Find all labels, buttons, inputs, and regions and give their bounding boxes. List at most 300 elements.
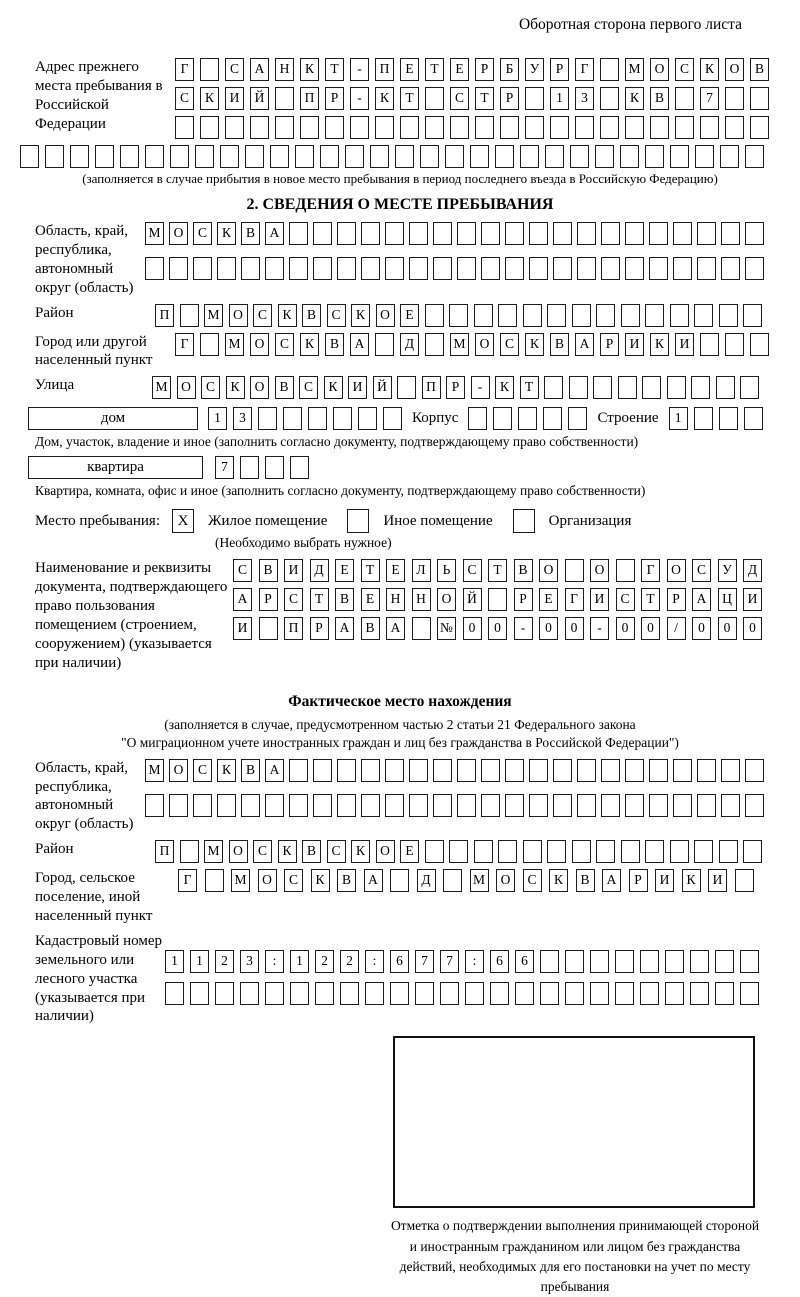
char-cell[interactable] xyxy=(385,257,404,280)
char-cell[interactable]: М xyxy=(145,759,164,782)
char-cell[interactable] xyxy=(175,116,194,139)
char-cell[interactable] xyxy=(590,982,609,1005)
char-cell[interactable] xyxy=(745,794,764,817)
char-cell[interactable] xyxy=(350,116,369,139)
char-cell[interactable]: Т xyxy=(361,559,380,582)
char-cell[interactable] xyxy=(241,794,260,817)
char-cell[interactable] xyxy=(337,257,356,280)
char-cell[interactable] xyxy=(625,257,644,280)
char-cell[interactable] xyxy=(721,759,740,782)
char-cell[interactable] xyxy=(313,794,332,817)
char-cell[interactable] xyxy=(640,982,659,1005)
char-cell[interactable] xyxy=(505,257,524,280)
char-cell[interactable] xyxy=(544,376,563,399)
char-cell[interactable] xyxy=(649,794,668,817)
char-cell[interactable]: С xyxy=(284,588,303,611)
char-cell[interactable]: П xyxy=(300,87,319,110)
char-cell[interactable] xyxy=(145,145,164,168)
char-cell[interactable] xyxy=(498,304,517,327)
char-cell[interactable]: 3 xyxy=(575,87,594,110)
char-cell[interactable] xyxy=(697,759,716,782)
char-cell[interactable]: М xyxy=(470,869,489,892)
char-cell[interactable]: И xyxy=(590,588,609,611)
char-cell[interactable]: А xyxy=(265,222,284,245)
char-cell[interactable] xyxy=(715,982,734,1005)
char-cell[interactable] xyxy=(409,222,428,245)
char-cell[interactable] xyxy=(443,869,462,892)
char-cell[interactable]: Р xyxy=(667,588,686,611)
char-cell[interactable] xyxy=(165,982,184,1005)
char-cell[interactable] xyxy=(721,257,740,280)
char-cell[interactable] xyxy=(315,982,334,1005)
char-cell[interactable]: Р xyxy=(600,333,619,356)
char-cell[interactable]: Н xyxy=(275,58,294,81)
char-cell[interactable]: Й xyxy=(373,376,392,399)
char-cell[interactable] xyxy=(745,257,764,280)
char-cell[interactable]: О xyxy=(376,304,395,327)
char-cell[interactable] xyxy=(640,950,659,973)
char-cell[interactable]: С xyxy=(175,87,194,110)
char-cell[interactable] xyxy=(595,145,614,168)
char-cell[interactable] xyxy=(193,257,212,280)
char-cell[interactable] xyxy=(694,304,713,327)
char-cell[interactable] xyxy=(553,794,572,817)
char-cell[interactable] xyxy=(690,950,709,973)
char-cell[interactable]: А xyxy=(602,869,621,892)
char-cell[interactable]: Е xyxy=(450,58,469,81)
char-cell[interactable] xyxy=(205,869,224,892)
char-cell[interactable]: В xyxy=(325,333,344,356)
char-cell[interactable] xyxy=(290,982,309,1005)
char-cell[interactable] xyxy=(412,617,431,640)
char-cell[interactable]: Г xyxy=(175,58,194,81)
char-cell[interactable]: : xyxy=(365,950,384,973)
char-cell[interactable] xyxy=(601,257,620,280)
char-cell[interactable] xyxy=(481,759,500,782)
char-cell[interactable] xyxy=(596,840,615,863)
char-cell[interactable] xyxy=(457,794,476,817)
char-cell[interactable]: В xyxy=(275,376,294,399)
char-cell[interactable]: В xyxy=(750,58,769,81)
char-cell[interactable]: К xyxy=(351,304,370,327)
char-cell[interactable] xyxy=(337,794,356,817)
char-cell[interactable]: Г xyxy=(641,559,660,582)
char-cell[interactable] xyxy=(725,333,744,356)
char-cell[interactable] xyxy=(225,116,244,139)
char-cell[interactable] xyxy=(320,145,339,168)
char-cell[interactable]: М xyxy=(450,333,469,356)
char-cell[interactable] xyxy=(529,759,548,782)
char-cell[interactable] xyxy=(695,145,714,168)
char-cell[interactable]: О xyxy=(437,588,456,611)
char-cell[interactable]: Д xyxy=(743,559,762,582)
char-cell[interactable]: В xyxy=(335,588,354,611)
char-cell[interactable] xyxy=(719,304,738,327)
char-cell[interactable]: О xyxy=(258,869,277,892)
char-cell[interactable] xyxy=(615,950,634,973)
char-cell[interactable] xyxy=(457,222,476,245)
char-cell[interactable] xyxy=(200,333,219,356)
char-cell[interactable]: А xyxy=(265,759,284,782)
char-cell[interactable] xyxy=(289,794,308,817)
char-cell[interactable]: К xyxy=(278,840,297,863)
char-cell[interactable] xyxy=(358,407,377,430)
char-cell[interactable]: - xyxy=(350,87,369,110)
char-cell[interactable]: К xyxy=(324,376,343,399)
char-cell[interactable] xyxy=(361,222,380,245)
char-cell[interactable] xyxy=(365,982,384,1005)
char-cell[interactable] xyxy=(691,376,710,399)
char-cell[interactable]: Г xyxy=(565,588,584,611)
char-cell[interactable]: Т xyxy=(520,376,539,399)
char-cell[interactable] xyxy=(345,145,364,168)
char-cell[interactable] xyxy=(577,794,596,817)
char-cell[interactable]: В xyxy=(302,840,321,863)
char-cell[interactable] xyxy=(743,304,762,327)
char-cell[interactable] xyxy=(361,759,380,782)
char-cell[interactable]: Е xyxy=(386,559,405,582)
char-cell[interactable]: Е xyxy=(361,588,380,611)
char-cell[interactable]: К xyxy=(311,869,330,892)
char-cell[interactable]: Л xyxy=(412,559,431,582)
char-cell[interactable] xyxy=(493,407,512,430)
char-cell[interactable] xyxy=(523,304,542,327)
char-cell[interactable] xyxy=(390,869,409,892)
char-cell[interactable] xyxy=(289,222,308,245)
char-cell[interactable] xyxy=(475,116,494,139)
char-cell[interactable] xyxy=(694,840,713,863)
char-cell[interactable] xyxy=(390,982,409,1005)
char-cell[interactable] xyxy=(457,257,476,280)
char-cell[interactable]: М xyxy=(625,58,644,81)
char-cell[interactable] xyxy=(649,257,668,280)
char-cell[interactable] xyxy=(596,304,615,327)
char-cell[interactable] xyxy=(169,794,188,817)
char-cell[interactable]: В xyxy=(259,559,278,582)
char-cell[interactable]: М xyxy=(145,222,164,245)
checkbox-residential[interactable]: X xyxy=(172,509,194,533)
char-cell[interactable] xyxy=(400,116,419,139)
char-cell[interactable]: С xyxy=(692,559,711,582)
char-cell[interactable] xyxy=(270,145,289,168)
char-cell[interactable]: 6 xyxy=(390,950,409,973)
apartment-type-box[interactable]: квартира xyxy=(28,456,203,479)
char-cell[interactable] xyxy=(553,759,572,782)
char-cell[interactable] xyxy=(577,257,596,280)
char-cell[interactable] xyxy=(425,87,444,110)
char-cell[interactable]: Ц xyxy=(718,588,737,611)
char-cell[interactable]: О xyxy=(177,376,196,399)
char-cell[interactable]: - xyxy=(514,617,533,640)
char-cell[interactable]: С xyxy=(233,559,252,582)
char-cell[interactable] xyxy=(621,304,640,327)
char-cell[interactable]: 6 xyxy=(490,950,509,973)
char-cell[interactable] xyxy=(600,58,619,81)
char-cell[interactable]: Т xyxy=(641,588,660,611)
char-cell[interactable]: Е xyxy=(539,588,558,611)
char-cell[interactable]: С xyxy=(253,304,272,327)
char-cell[interactable]: О xyxy=(376,840,395,863)
char-cell[interactable]: Д xyxy=(417,869,436,892)
char-cell[interactable] xyxy=(217,257,236,280)
char-cell[interactable] xyxy=(645,840,664,863)
char-cell[interactable] xyxy=(420,145,439,168)
char-cell[interactable]: С xyxy=(675,58,694,81)
char-cell[interactable]: М xyxy=(225,333,244,356)
char-cell[interactable] xyxy=(275,116,294,139)
char-cell[interactable]: М xyxy=(204,304,223,327)
char-cell[interactable] xyxy=(193,794,212,817)
char-cell[interactable]: О xyxy=(250,376,269,399)
char-cell[interactable]: - xyxy=(471,376,490,399)
char-cell[interactable] xyxy=(265,456,284,479)
char-cell[interactable] xyxy=(470,145,489,168)
char-cell[interactable] xyxy=(409,257,428,280)
char-cell[interactable]: И xyxy=(675,333,694,356)
char-cell[interactable] xyxy=(750,87,769,110)
char-cell[interactable] xyxy=(495,145,514,168)
char-cell[interactable]: К xyxy=(650,333,669,356)
char-cell[interactable] xyxy=(575,116,594,139)
char-cell[interactable]: 0 xyxy=(641,617,660,640)
char-cell[interactable]: Р xyxy=(550,58,569,81)
char-cell[interactable] xyxy=(385,222,404,245)
char-cell[interactable] xyxy=(745,145,764,168)
char-cell[interactable] xyxy=(450,116,469,139)
char-cell[interactable] xyxy=(670,145,689,168)
char-cell[interactable]: К xyxy=(700,58,719,81)
char-cell[interactable]: 7 xyxy=(215,456,234,479)
char-cell[interactable] xyxy=(525,87,544,110)
char-cell[interactable] xyxy=(649,759,668,782)
char-cell[interactable] xyxy=(425,304,444,327)
char-cell[interactable]: О xyxy=(539,559,558,582)
char-cell[interactable] xyxy=(433,257,452,280)
char-cell[interactable]: Ь xyxy=(437,559,456,582)
char-cell[interactable] xyxy=(670,304,689,327)
char-cell[interactable]: Е xyxy=(400,840,419,863)
char-cell[interactable] xyxy=(673,794,692,817)
char-cell[interactable]: В xyxy=(241,222,260,245)
char-cell[interactable] xyxy=(673,759,692,782)
char-cell[interactable] xyxy=(375,116,394,139)
char-cell[interactable] xyxy=(45,145,64,168)
char-cell[interactable]: Е xyxy=(400,304,419,327)
char-cell[interactable]: О xyxy=(667,559,686,582)
char-cell[interactable]: К xyxy=(682,869,701,892)
char-cell[interactable]: А xyxy=(250,58,269,81)
char-cell[interactable] xyxy=(719,407,738,430)
char-cell[interactable]: 7 xyxy=(440,950,459,973)
char-cell[interactable]: Б xyxy=(500,58,519,81)
char-cell[interactable]: 3 xyxy=(233,407,252,430)
char-cell[interactable] xyxy=(145,257,164,280)
char-cell[interactable] xyxy=(217,794,236,817)
char-cell[interactable] xyxy=(590,950,609,973)
char-cell[interactable] xyxy=(505,222,524,245)
char-cell[interactable] xyxy=(600,116,619,139)
char-cell[interactable]: И xyxy=(284,559,303,582)
char-cell[interactable] xyxy=(289,257,308,280)
char-cell[interactable] xyxy=(721,222,740,245)
char-cell[interactable]: - xyxy=(590,617,609,640)
char-cell[interactable]: Т xyxy=(475,87,494,110)
char-cell[interactable] xyxy=(743,840,762,863)
char-cell[interactable]: Й xyxy=(250,87,269,110)
char-cell[interactable]: К xyxy=(226,376,245,399)
char-cell[interactable] xyxy=(616,559,635,582)
char-cell[interactable]: Р xyxy=(514,588,533,611)
char-cell[interactable] xyxy=(529,794,548,817)
char-cell[interactable] xyxy=(409,759,428,782)
char-cell[interactable] xyxy=(518,407,537,430)
char-cell[interactable] xyxy=(220,145,239,168)
char-cell[interactable]: 0 xyxy=(565,617,584,640)
char-cell[interactable] xyxy=(618,376,637,399)
char-cell[interactable]: И xyxy=(348,376,367,399)
char-cell[interactable] xyxy=(170,145,189,168)
char-cell[interactable] xyxy=(240,456,259,479)
char-cell[interactable]: О xyxy=(475,333,494,356)
char-cell[interactable]: 1 xyxy=(290,950,309,973)
char-cell[interactable]: Т xyxy=(325,58,344,81)
char-cell[interactable] xyxy=(308,407,327,430)
char-cell[interactable]: С xyxy=(284,869,303,892)
char-cell[interactable] xyxy=(265,982,284,1005)
char-cell[interactable]: 2 xyxy=(215,950,234,973)
char-cell[interactable]: О xyxy=(590,559,609,582)
char-cell[interactable] xyxy=(20,145,39,168)
char-cell[interactable] xyxy=(425,116,444,139)
char-cell[interactable] xyxy=(720,145,739,168)
char-cell[interactable] xyxy=(715,950,734,973)
char-cell[interactable] xyxy=(750,333,769,356)
char-cell[interactable] xyxy=(700,333,719,356)
char-cell[interactable]: С xyxy=(500,333,519,356)
char-cell[interactable]: О xyxy=(229,304,248,327)
char-cell[interactable] xyxy=(190,982,209,1005)
char-cell[interactable] xyxy=(649,222,668,245)
char-cell[interactable]: Т xyxy=(400,87,419,110)
char-cell[interactable] xyxy=(673,257,692,280)
char-cell[interactable]: П xyxy=(155,304,174,327)
char-cell[interactable]: А xyxy=(575,333,594,356)
char-cell[interactable] xyxy=(313,222,332,245)
char-cell[interactable] xyxy=(725,87,744,110)
char-cell[interactable] xyxy=(481,257,500,280)
char-cell[interactable] xyxy=(547,304,566,327)
char-cell[interactable]: С xyxy=(523,869,542,892)
char-cell[interactable] xyxy=(565,982,584,1005)
char-cell[interactable]: Г xyxy=(175,333,194,356)
char-cell[interactable] xyxy=(145,794,164,817)
char-cell[interactable]: С xyxy=(463,559,482,582)
char-cell[interactable]: К xyxy=(217,222,236,245)
char-cell[interactable] xyxy=(95,145,114,168)
char-cell[interactable] xyxy=(313,257,332,280)
char-cell[interactable]: № xyxy=(437,617,456,640)
char-cell[interactable]: 0 xyxy=(692,617,711,640)
char-cell[interactable] xyxy=(180,840,199,863)
char-cell[interactable] xyxy=(481,222,500,245)
char-cell[interactable] xyxy=(625,794,644,817)
char-cell[interactable] xyxy=(445,145,464,168)
char-cell[interactable] xyxy=(180,304,199,327)
char-cell[interactable] xyxy=(200,58,219,81)
char-cell[interactable] xyxy=(337,759,356,782)
char-cell[interactable]: У xyxy=(525,58,544,81)
char-cell[interactable]: Р xyxy=(629,869,648,892)
char-cell[interactable]: П xyxy=(284,617,303,640)
char-cell[interactable] xyxy=(500,116,519,139)
char-cell[interactable] xyxy=(385,759,404,782)
char-cell[interactable]: Н xyxy=(412,588,431,611)
char-cell[interactable]: Р xyxy=(500,87,519,110)
char-cell[interactable]: М xyxy=(231,869,250,892)
char-cell[interactable] xyxy=(601,794,620,817)
char-cell[interactable] xyxy=(433,759,452,782)
char-cell[interactable] xyxy=(572,840,591,863)
char-cell[interactable] xyxy=(361,794,380,817)
char-cell[interactable] xyxy=(290,456,309,479)
char-cell[interactable] xyxy=(283,407,302,430)
char-cell[interactable] xyxy=(745,759,764,782)
char-cell[interactable]: Д xyxy=(310,559,329,582)
char-cell[interactable] xyxy=(465,982,484,1005)
char-cell[interactable] xyxy=(700,116,719,139)
char-cell[interactable]: К xyxy=(300,58,319,81)
char-cell[interactable] xyxy=(744,407,763,430)
char-cell[interactable]: К xyxy=(525,333,544,356)
char-cell[interactable] xyxy=(415,982,434,1005)
char-cell[interactable]: Г xyxy=(575,58,594,81)
char-cell[interactable] xyxy=(333,407,352,430)
char-cell[interactable] xyxy=(721,794,740,817)
char-cell[interactable] xyxy=(601,759,620,782)
char-cell[interactable]: С xyxy=(299,376,318,399)
char-cell[interactable] xyxy=(540,982,559,1005)
char-cell[interactable] xyxy=(673,222,692,245)
char-cell[interactable]: В xyxy=(337,869,356,892)
char-cell[interactable] xyxy=(120,145,139,168)
char-cell[interactable]: А xyxy=(386,617,405,640)
char-cell[interactable]: М xyxy=(152,376,171,399)
char-cell[interactable]: П xyxy=(375,58,394,81)
char-cell[interactable] xyxy=(625,759,644,782)
char-cell[interactable]: В xyxy=(576,869,595,892)
char-cell[interactable]: А xyxy=(233,588,252,611)
char-cell[interactable] xyxy=(383,407,402,430)
char-cell[interactable]: Т xyxy=(310,588,329,611)
char-cell[interactable] xyxy=(215,982,234,1005)
char-cell[interactable]: - xyxy=(350,58,369,81)
char-cell[interactable]: Т xyxy=(488,559,507,582)
char-cell[interactable] xyxy=(675,116,694,139)
char-cell[interactable] xyxy=(385,794,404,817)
char-cell[interactable]: 1 xyxy=(550,87,569,110)
char-cell[interactable] xyxy=(620,145,639,168)
char-cell[interactable]: О xyxy=(169,759,188,782)
char-cell[interactable]: В xyxy=(361,617,380,640)
char-cell[interactable] xyxy=(750,116,769,139)
char-cell[interactable]: О xyxy=(229,840,248,863)
char-cell[interactable] xyxy=(725,116,744,139)
char-cell[interactable]: 7 xyxy=(415,950,434,973)
char-cell[interactable] xyxy=(740,376,759,399)
char-cell[interactable] xyxy=(697,222,716,245)
char-cell[interactable]: С xyxy=(193,759,212,782)
char-cell[interactable]: Р xyxy=(446,376,465,399)
